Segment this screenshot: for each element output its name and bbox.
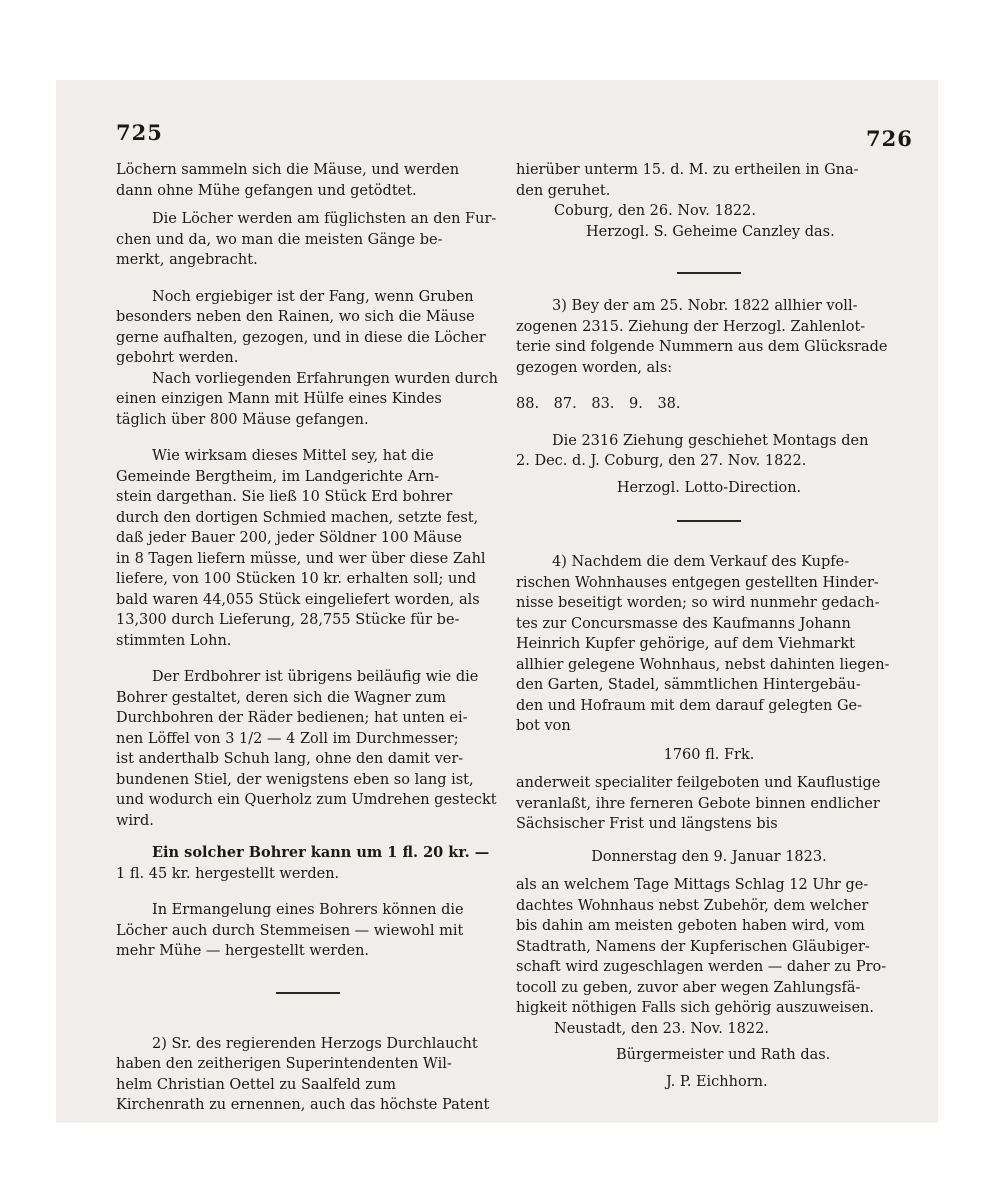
paragraph-lottery: 3) Bey der am 25. Nobr. 1822 allhier voll- zogenen 2315. Ziehung der Herzogl. Zahlenlot- terie sind folgende Nummern aus dem Glücksrade gezogen worden, als: — [516, 298, 888, 376]
paragraph-chisel: In Ermangelung eines Bohrers können die Löcher auch durch Stemmeisen — wiewohl mit mehr Mühe — hergestellt werden. — [116, 902, 464, 959]
page-number-right: 726 — [866, 126, 913, 151]
paragraph-experience: Nach vorliegenden Erfahrungen wurden durch einen einzigen Mann mit Hülfe eines Kindes täglich über 800 Mäuse gefangen. — [116, 370, 498, 428]
sale-signature-council: Bürgermeister und Rath das. — [616, 1047, 831, 1063]
lottery-numbers: 88. 87. 83. 9. 38. — [516, 396, 681, 412]
paragraph-appointment: 2) Sr. des regierenden Herzogs Durchlaucht haben den zeitherigen Superintendenten Wil- helm Christian Oettel zu Saalfeld zum Kirchenrath zu ernennen, auch das höchste Patent — [116, 1035, 490, 1113]
paragraph-drill-price: Ein solcher Bohrer kann um 1 fl. 20 kr. — 1 fl. 45 kr. hergestellt werden. — [116, 844, 490, 882]
paragraph-next-draw: Die 2316 Ziehung geschiehet Montags den 2. Dec. d. J. Coburg, den 27. Nov. 1822. — [516, 432, 869, 469]
sale-signature-name: J. P. Eichhorn. — [666, 1073, 768, 1090]
paragraph-bidding: anderweit specialiter feilgeboten und Kauflustige veranlaßt, ihre ferneren Gebote binnen endlicher Sächsischer Frist und längstens bis — [516, 775, 881, 832]
paragraph-bergtheim: Wie wirksam dieses Mittel sey, hat die Gemeinde Bergtheim, im Landgerichte Arn- stein dargethan. Sie ließ 10 Stück Erd bohrer durch den dortigen Schmied machen, setzte fest, daß jeder Bauer 200, jeder Söldner 100 Mäuse in 8 Tagen liefern müsse, und wer über diese Zahl liefere, von 100 Stücken 10 kr. erhalten soll; und bald waren 44,055 Stück eingeliefert worden, als 13,300 durch Lieferung, 28,755 Stücke für be- stimmten Lohn. — [116, 448, 486, 649]
page-number-left: 725 — [116, 120, 163, 145]
paragraph-patent-continued: hierüber unterm 15. d. M. zu ertheilen in Gna- den geruhet. Coburg, den 26. Nov. 1822. Herzogl. S. Geheime Canzley das. — [516, 162, 859, 240]
paragraph-mice-holes: Löchern sammeln sich die Mäuse, und werden dann ohne Mühe gefangen und getödtet. — [116, 162, 460, 199]
sale-date: Donnerstag den 9. Januar 1823. — [591, 848, 827, 865]
paragraph-auction-terms: als an welchem Tage Mittags Schlag 12 Uhr ge- dachtes Wohnhaus nebst Zubehör, dem welcher bis dahin am meisten geboten haben wird, vom Stadtrath, Namens der Kupferischen Gläubiger- schaft wird zugeschlagen werden — daher zu Pro- tocoll zu geben, zuvor aber wegen Zahlungsfä- higkeit nöthigen Falls sich gehörig auszuweisen. — [516, 877, 887, 1016]
sale-place-date: Neustadt, den 23. Nov. 1822. — [554, 1020, 769, 1037]
paragraph-pits: Noch ergiebiger ist der Fang, wenn Gruben besonders neben den Rainen, wo sich die Mäuse gerne aufhalten, gezogen, und in diese die Löcher gebohrt werden. — [116, 288, 486, 366]
left-column — [116, 160, 500, 1116]
paragraph-earth-drill: Der Erdbohrer ist übrigens beiläufig wie die Bohrer gestaltet, deren sich die Wagner zum Durchbohren der Räder bedienen; hat unten ei- nen Löffel von 3 1/2 — 4 Zoll im Durchmesser; ist anderthalb Schuh lang, ohne den damit ver- bundenen Stiel, der wenigstens eben so lang ist, und wodurch ein Querholz zum Umdrehen gesteckt wird. — [116, 669, 497, 829]
right-column — [516, 160, 902, 1092]
paragraph-hole-placement: Die Löcher werden am füglichsten an den Fur- chen und da, wo man die meisten Gänge be- merkt, angebracht. — [116, 211, 497, 268]
sale-amount: 1760 fl. Frk. — [663, 746, 755, 763]
paragraph-house-sale: 4) Nachdem die dem Verkauf des Kupfe- rischen Wohnhauses entgegen gestellten Hinder- nisse beseitigt worden; so wird nunmehr gedach- tes zur Concursmasse des Kaufmanns Johann Heinrich Kupfer gehörige, auf dem Viehmarkt allhier gelegene Wohnhaus, nebst dahinten liegen- den Garten, Stadel, sämmtlichen Hintergebäu- den und Hofraum mit dem darauf gelegten Ge- bot von — [516, 554, 890, 734]
lottery-signature: Herzogl. Lotto-Direction. — [616, 479, 802, 496]
